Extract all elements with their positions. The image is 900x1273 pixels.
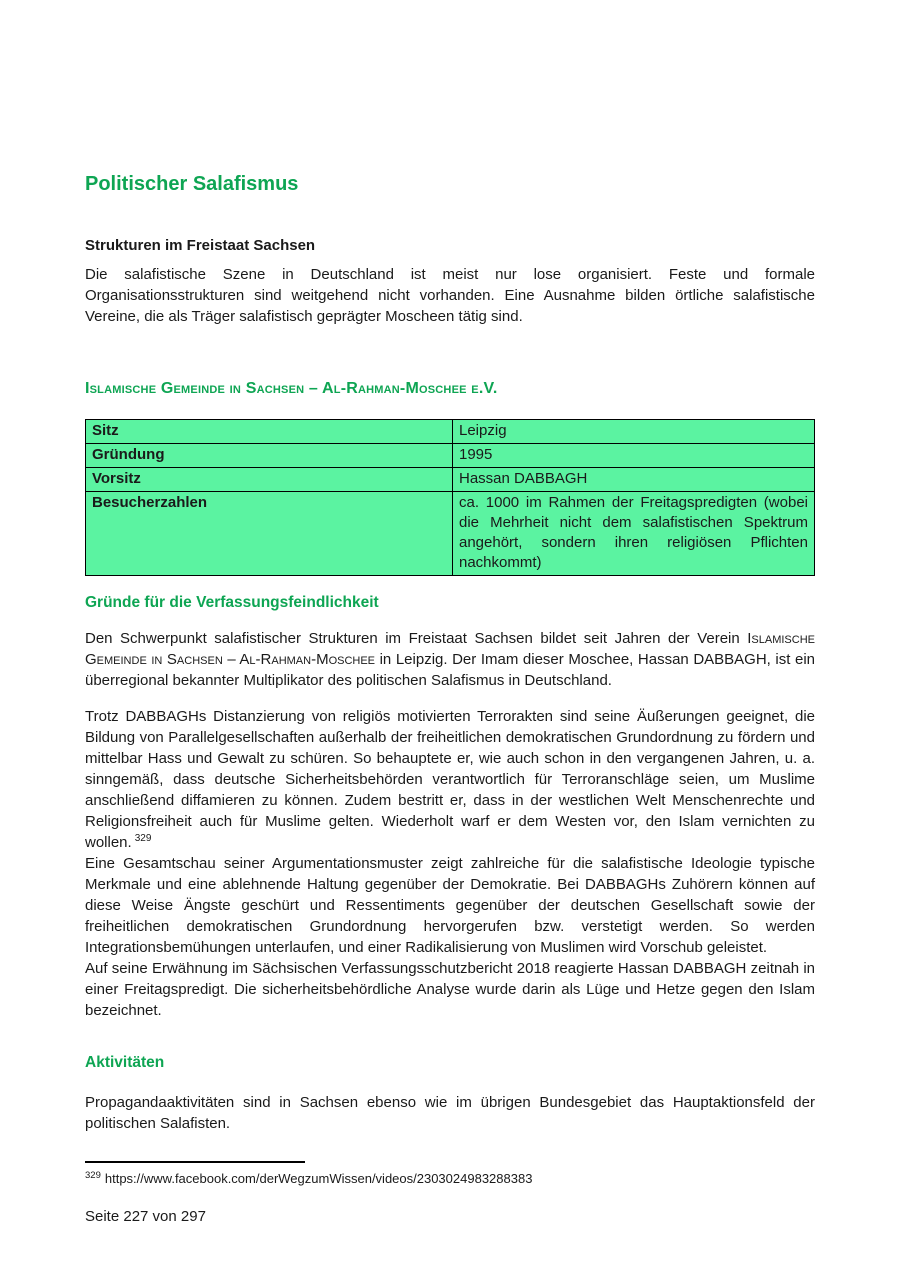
- structures-heading: Strukturen im Freistaat Sachsen: [85, 237, 316, 254]
- text-run: Den Schwerpunkt salafistischer Strukturen im Freistaat Sachsen bildet seit Jahren der Verein: [85, 630, 748, 647]
- reasons-paragraph-1: [85, 628, 815, 691]
- page-content: [85, 0, 815, 1226]
- reasons-paragraph-2: [85, 706, 815, 853]
- table-value-gruendung: 1995: [453, 444, 815, 468]
- activities-paragraph: Propagandaaktivitäten sind in Sachsen ebenso wie im übrigen Bundesgebiet das Hauptaktionsfeld der politischen Salafisten.: [85, 1094, 815, 1132]
- smallcaps-text-run: Islamische Gemeinde in Sachsen – Al-Rahman-Moschee: [85, 630, 815, 668]
- reasons-paragraph-2-text: Trotz DABBAGHs Distanzierung von religiös motivierten Terrorakten sind seine Äußerungen geeignet, die Bildung von Parallelgesellschaften außerhalb der freiheitlichen demokratischen Grundordnung zu fördern und mittelbar Hass und Gewalt zu schüren. So behauptete er, wie auch schon in den vergangenen Jahren, u. a. sinngemäß, dass deutsche Sicherheitsbehörden verantwortlich für Terroranschläge seien, um Muslime anschließend diffamieren zu können. Zudem bestritt er, dass in der westlichen Welt Menschenrechte und Religionsfreiheit auch für Muslime gelten. Wiederholt warf er dem Westen vor, den Islam vernichten zu wollen.: [85, 708, 815, 851]
- footnote-area: [85, 1161, 815, 1187]
- table-row: [86, 468, 815, 492]
- text-run: in Leipzig. Der Imam dieser Moschee, Hassan DABBAGH, ist ein überregional bekannter Multiplikator des politischen Salafismus in Deutschland.: [85, 651, 815, 689]
- organisation-heading: Islamische Gemeinde in Sachsen – Al-Rahman-Moschee e.V.: [85, 380, 498, 397]
- table-value-sitz: Leipzig: [453, 420, 815, 444]
- table-row: [86, 444, 815, 468]
- table-value-vorsitz: Hassan DABBAGH: [453, 468, 815, 492]
- table-label-vorsitz: Vorsitz: [86, 468, 453, 492]
- table-row: [86, 492, 815, 576]
- structures-paragraph: Die salafistische Szene in Deutschland ist meist nur lose organisiert. Feste und formale Organisationsstrukturen sind weitgehend nicht vorhanden. Eine Ausnahme bilden örtliche salafistische Vereine, die als Träger salafistisch geprägter Moscheen tätig sind.: [85, 266, 815, 325]
- organisation-info-table: [85, 419, 815, 576]
- table-label-gruendung: Gründung: [86, 444, 453, 468]
- footnote-separator-rule: [85, 1161, 305, 1163]
- reasons-paragraph-4: Auf seine Erwähnung im Sächsischen Verfassungsschutzbericht 2018 reagierte Hassan DABBAGH zeitnah in einer Freitagspredigt. Die sicherheitsbehördliche Analyse wurde darin als Lüge und Hetze gegen den Islam bezeichnet.: [85, 960, 815, 1019]
- footnote-reference-329: 329: [134, 833, 152, 844]
- reasons-heading: Gründe für die Verfassungsfeindlichkeit: [85, 594, 379, 611]
- footnote-url-text: https://www.facebook.com/derWegzumWissen/videos/2303024983288383: [104, 1171, 533, 1186]
- reasons-paragraph-3: Eine Gesamtschau seiner Argumentationsmuster zeigt zahlreiche für die salafistische Ideologie typische Merkmale und eine ablehnende Haltung gegenüber der Demokratie. Bei DABBAGHs Zuhörern können auf diese Weise Ängste geschürt und Ressentiments gegenüber der deutschen Gesellschaft sowie der freiheitlichen demokratischen Grundordnung hervorgerufen bzw. verstetigt werden. So werden Integrationsbemühungen unterlaufen, und einer Radikalisierung von Muslimen wird Vorschub geleistet.: [85, 855, 815, 956]
- table-value-besucherzahlen: ca. 1000 im Rahmen der Freitagspredigten (wobei die Mehrheit nicht dem salafistischen Spektrum angehört, sondern ihren religiösen Pflichten nachkommt): [453, 492, 815, 576]
- page-title: Politischer Salafismus: [85, 173, 299, 195]
- table-row: [86, 420, 815, 444]
- footnote-marker: 329: [85, 1169, 101, 1181]
- activities-heading: Aktivitäten: [85, 1054, 165, 1071]
- table-label-besucherzahlen: Besucherzahlen: [86, 492, 453, 576]
- table-label-sitz: Sitz: [86, 420, 453, 444]
- page-number-indicator: Seite 227 von 297: [85, 1208, 206, 1225]
- footnote-329: [85, 1170, 815, 1187]
